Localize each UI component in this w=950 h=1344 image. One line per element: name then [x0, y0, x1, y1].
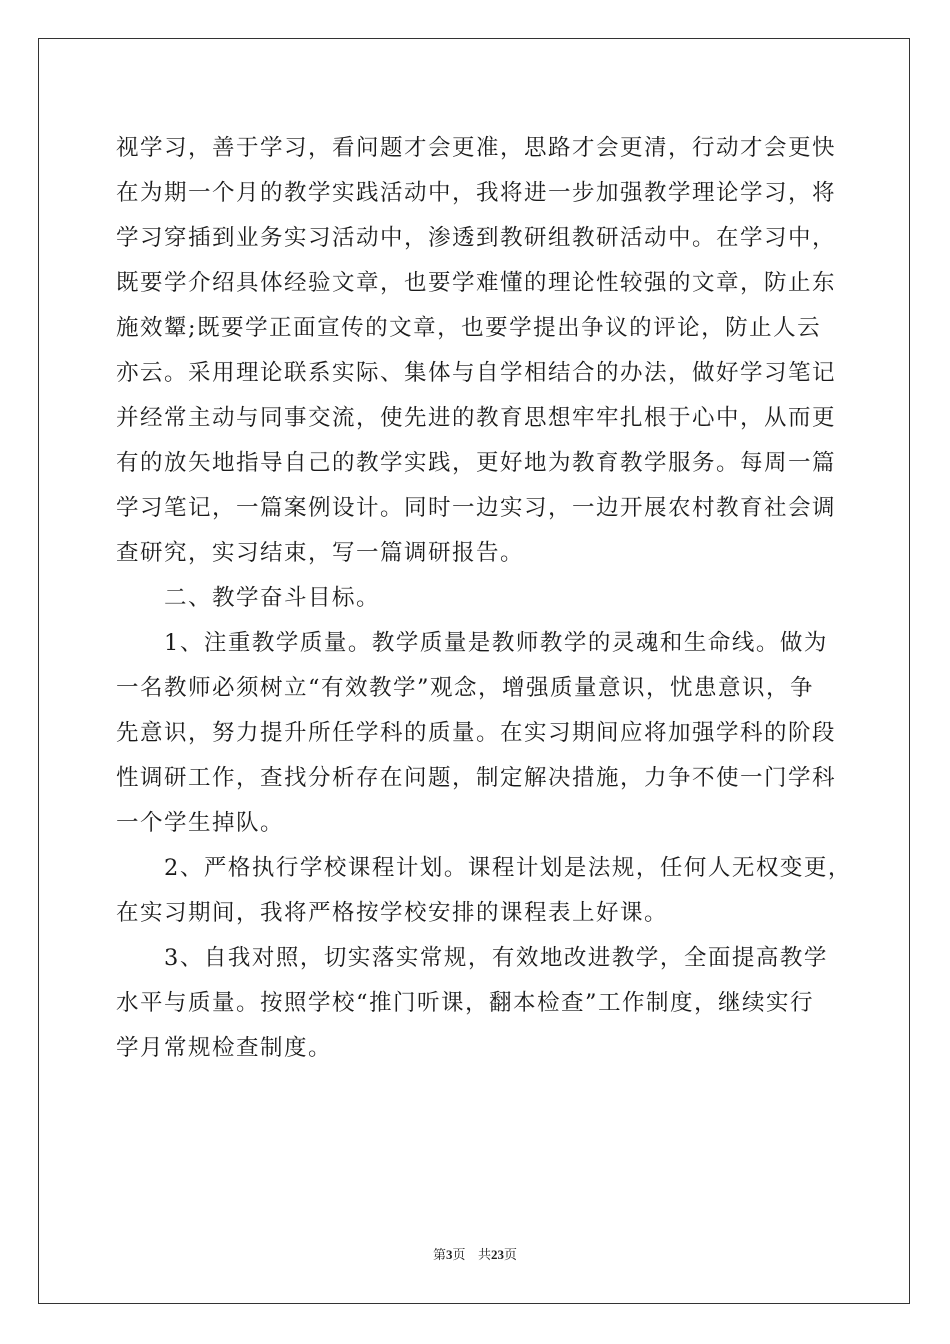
total-page-count: 23: [490, 1247, 504, 1262]
current-page-number: 3: [446, 1247, 453, 1262]
text-line: 在实习期间，我将严格按学校安排的课程表上好课。: [116, 900, 669, 926]
page-prefix: 第: [433, 1248, 447, 1263]
text-line: 一名教师必须树立“有效教学”观念，增强质量意识，忧患意识，争: [116, 675, 815, 701]
text-line: 性调研工作，查找分析存在问题，制定解决措施，力争不使一门学科: [116, 765, 837, 791]
text-line: 学习穿插到业务实习活动中，渗透到教研组教研活动中。在学习中，: [116, 225, 837, 251]
total-unit: 页: [503, 1248, 517, 1263]
text-line: 施效颦;既要学正面宣传的文章，也要学提出争议的评论，防止人云: [116, 315, 822, 341]
text-line: 既要学介绍具体经验文章，也要学难懂的理论性较强的文章，防止东: [116, 270, 837, 296]
text-line: 1、注重教学质量。教学质量是教师教学的灵魂和生命线。做为: [116, 630, 828, 656]
page-footer: [0, 1246, 950, 1265]
text-line: 查研究，实习结束，写一篇调研报告。: [116, 540, 525, 566]
text-line: 亦云。采用理论联系实际、集体与自学相结合的办法，做好学习笔记: [116, 360, 837, 386]
text-line: 并经常主动与同事交流，使先进的教育思想牢牢扎根于心中，从而更: [116, 405, 837, 431]
total-prefix: 共: [477, 1248, 491, 1263]
text-line: 学习笔记，一篇案例设计。同时一边实习，一边开展农村教育社会调: [116, 495, 837, 521]
text-line: 3、自我对照，切实落实常规，有效地改进教学，全面提高教学: [116, 945, 828, 971]
text-line: 在为期一个月的教学实践活动中，我将进一步加强教学理论学习，将: [116, 180, 837, 206]
text-line: 先意识，努力提升所任学科的质量。在实习期间应将加强学科的阶段: [116, 720, 837, 746]
text-line: 水平与质量。按照学校“推门听课，翻本检查”工作制度，继续实行: [116, 990, 815, 1016]
text-line: 视学习，善于学习，看问题才会更准，思路才会更清，行动才会更快: [116, 135, 837, 161]
text-line: 有的放矢地指导自己的教学实践，更好地为教育教学服务。每周一篇: [116, 450, 837, 476]
document-body: [116, 126, 852, 1071]
text-line: 2、严格执行学校课程计划。课程计划是法规，任何人无权变更，: [116, 855, 852, 881]
text-line: 学月常规检查制度。: [116, 1035, 333, 1061]
page-unit: 页: [452, 1248, 466, 1263]
text-line: 一个学生掉队。: [116, 810, 285, 836]
section-heading: 二、教学奋斗目标。: [116, 585, 381, 611]
